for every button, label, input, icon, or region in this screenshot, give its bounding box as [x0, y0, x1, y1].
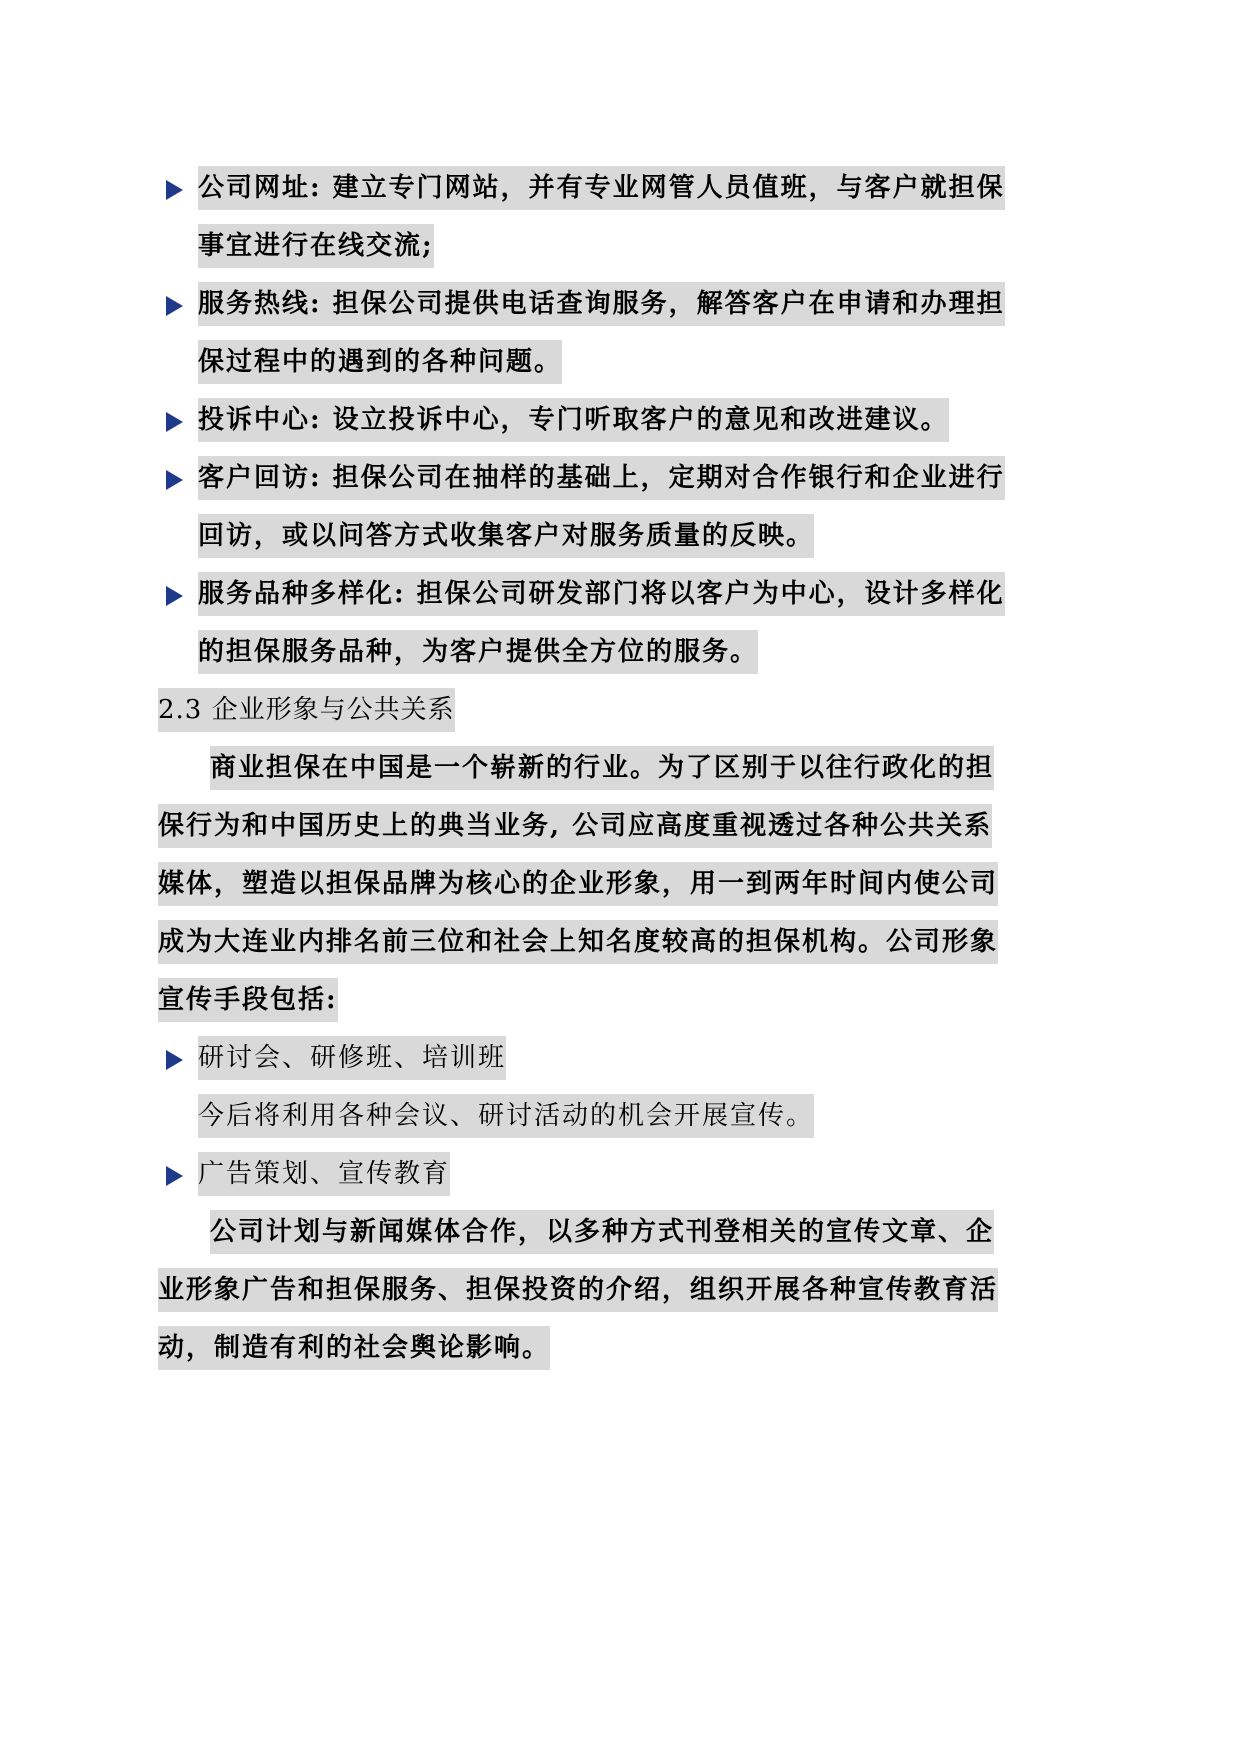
paragraph-line: 宣传手段包括: [158, 978, 338, 1022]
paragraph-line: 成为大连业内排名前三位和社会上知名度较高的担保机构。公司形象 [158, 920, 998, 964]
bullet-marker-icon [166, 412, 183, 432]
bullet-marker-icon [166, 470, 183, 490]
section-heading: 2.3 企业形象与公共关系 [158, 688, 455, 732]
bullet-text-hotline: 服务热线: 担保公司提供电话查询服务，解答客户在申请和办理担 [198, 282, 1005, 326]
bullet-text-diversify: 服务品种多样化: 担保公司研发部门将以客户为中心，设计多样化 [198, 572, 1005, 616]
paragraph-line: 媒体，塑造以担保品牌为核心的企业形象，用一到两年时间内使公司 [158, 862, 998, 906]
paragraph-line: 动，制造有利的社会舆论影响。 [158, 1326, 550, 1370]
paragraph-line: 保行为和中国历史上的典当业务, 公司应高度重视透过各种公共关系 [158, 804, 992, 848]
bullet-text-website-cont: 事宜进行在线交流; [198, 224, 434, 268]
paragraph-line: 公司计划与新闻媒体合作，以多种方式刊登相关的宣传文章、企 [210, 1210, 994, 1254]
bullet-marker-icon [166, 180, 183, 200]
bullet-text-hotline-cont: 保过程中的遇到的各种问题。 [198, 340, 562, 384]
bullet-text-website: 公司网址: 建立专门网站，并有专业网管人员值班，与客户就担保 [198, 166, 1005, 210]
bullet-marker-icon [166, 586, 183, 606]
bullet-text-complaint: 投诉中心: 设立投诉中心，专门听取客户的意见和改进建议。 [198, 398, 949, 442]
bullet-marker-icon [166, 1050, 183, 1070]
paragraph-line: 业形象广告和担保服务、担保投资的介绍，组织开展各种宣传教育活 [158, 1268, 998, 1312]
item-title-advertising: 广告策划、宣传教育 [198, 1152, 450, 1196]
paragraph-line: 商业担保在中国是一个崭新的行业。为了区别于以往行政化的担 [210, 746, 994, 790]
bullet-text-visit: 客户回访: 担保公司在抽样的基础上，定期对合作银行和企业进行 [198, 456, 1005, 500]
item-title-seminar: 研讨会、研修班、培训班 [198, 1036, 506, 1080]
bullet-text-visit-cont: 回访，或以问答方式收集客户对服务质量的反映。 [198, 514, 814, 558]
bullet-marker-icon [166, 1166, 183, 1186]
bullet-marker-icon [166, 296, 183, 316]
item-text-seminar: 今后将利用各种会议、研讨活动的机会开展宣传。 [198, 1094, 814, 1138]
bullet-text-diversify-cont: 的担保服务品种，为客户提供全方位的服务。 [198, 630, 758, 674]
